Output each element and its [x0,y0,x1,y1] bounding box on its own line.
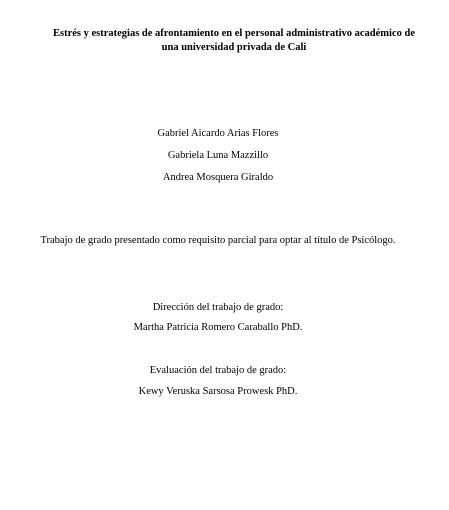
author-2: Gabriela Luna Mazzillo [167,150,269,161]
author-1: Gabriel Aicardo Arias Flores [157,128,279,139]
document-title-line-1: Estrés y estrategias de afrontamiento en el personal administrativo académico de [52,28,415,39]
direction-label: Dirección del trabajo de grado: [152,302,284,313]
evaluation-label: Evaluación del trabajo de grado: [149,365,287,376]
director-name: Martha Patricia Romero Caraballo PhD. [133,322,303,333]
evaluator-name: Kewy Veruska Sarsosa Prowesk PhD. [138,386,298,397]
author-3: Andrea Mosquera Giraldo [162,172,274,183]
document-title-line-2: una universidad privada de Cali [161,42,307,53]
purpose-statement: Trabajo de grado presentado como requisito parcial para optar al título de Psicólogo. [40,235,396,246]
